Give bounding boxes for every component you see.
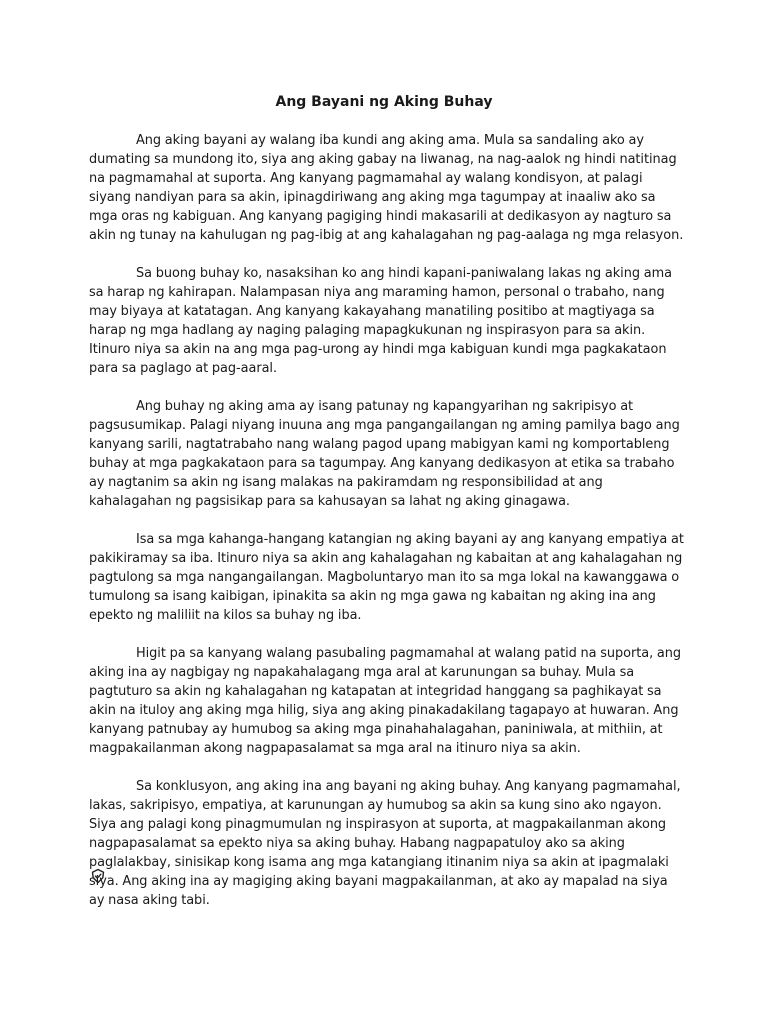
paragraph-5: Higit pa sa kanyang walang pasubaling pagmamahal at walang patid na suporta, ang aking ina ay nagbigay ng napakahalagang mga aral at karunungan sa buhay. Mula sa pagtuturo sa akin ng kahalagahan ng katapatan at integridad hanggang sa paghikayat sa akin na ituloy ang aking mga hilig, siya ang aking pinakadakilang tagapayo at huwaran. Ang kanyang patnubay ay humubog sa aking mga pinahahalagahan, paniniwala, at mithiin, at magpakailanman akong nagpapasalamat sa mga aral na itinuro niya sa akin. (89, 646, 681, 756)
paragraph-2: Sa buong buhay ko, nasaksihan ko ang hindi kapani-paniwalang lakas ng aking ama sa harap ng kahirapan. Nalampasan niya ang maraming hamon, personal o trabaho, nang may biyaya at katatagan. Ang kanyang kakayahang manatiling positibo at magtiyaga sa harap ng mga hadlang ay naging palaging mapagkukunan ng inspirasyon para sa akin. Itinuro niya sa akin na ang mga pag-urong ay hindi mga kabiguan kundi mga pagkakataon para sa paglago at pag-aaral. (89, 266, 672, 376)
paragraph-6: Sa konklusyon, ang aking ina ang bayani ng aking buhay. Ang kanyang pagmamahal, lakas, sakripisyo, empatiya, at karunungan ay humubog sa akin sa kung sino ako ngayon. Siya ang palagi kong pinagmumulan ng inspirasyon at suporta, at magpakailanman akong nagpapasalamat sa epekto niya sa aking buhay. Habang nagpapatuloy ako sa aking paglalakbay, sinisikap kong isama ang mga katangiang itinanim niya sa akin at ipagmalaki siya. Ang aking ina ay magiging aking bayani magpakailanman, at ako ay mapalad na siya ay nasa aking tabi. (89, 779, 681, 908)
shield-check-icon[interactable] (90, 868, 106, 884)
document-body (89, 131, 685, 929)
document-title: Ang Bayani ng Aking Buhay (275, 94, 493, 110)
paragraph-4: Isa sa mga kahanga-hangang katangian ng aking bayani ay ang kanyang empatiya at pakikiramay sa iba. Itinuro niya sa akin ang kahalagahan ng kabaitan at ang kahalagahan ng pagtulong sa mga nangangailangan. Magboluntaryo man ito sa mga lokal na kawanggawa o tumulong sa isang kaibigan, ipinakita sa akin ng mga gawa ng kabaitan ng aking ina ang epekto ng maliliit na kilos sa buhay ng iba. (89, 532, 684, 623)
paragraph-1: Ang aking bayani ay walang iba kundi ang aking ama. Mula sa sandaling ako ay dumating sa mundong ito, siya ang aking gabay na liwanag, na nag-aalok ng hindi natitinag na pagmamahal at suporta. Ang kanyang pagmamahal ay walang kondisyon, at palagi siyang nandiyan para sa akin, ipinagdiriwang ang aking mga tagumpay at inaaliw ako sa mga oras ng kabiguan. Ang kanyang pagiging hindi makasarili at dedikasyon ay nagturo sa akin ng tunay na kahulugan ng pag-ibig at ang kahalagahan ng pag-aalaga ng mga relasyon. (89, 133, 684, 243)
paragraph-3: Ang buhay ng aking ama ay isang patunay ng kapangyarihan ng sakripisyo at pagsusumikap. Palagi niyang inuuna ang mga pangangailangan ng aming pamilya bago ang kanyang sarili, nagtatrabaho nang walang pagod upang mabigyan kami ng komportableng buhay at mga pagkakataon para sa tagumpay. Ang kanyang dedikasyon at etika sa trabaho ay nagtanim sa akin ng isang malakas na pakiramdam ng responsibilidad at ang kahalagahan ng pagsisikap para sa kahusayan sa lahat ng aking ginagawa. (89, 399, 680, 509)
